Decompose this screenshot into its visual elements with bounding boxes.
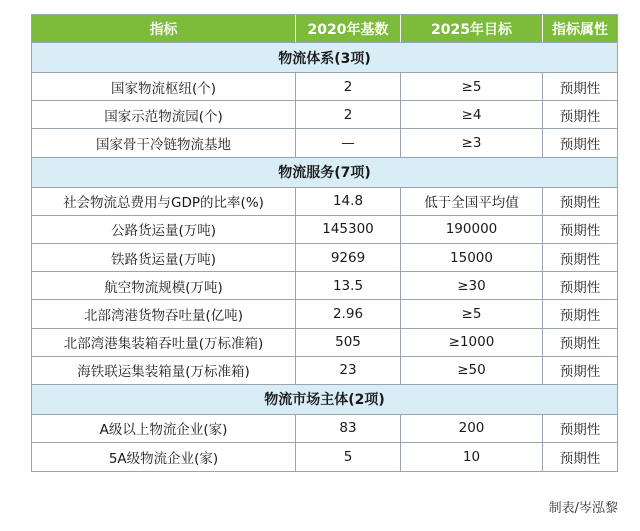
indicator-cell: 海铁联运集装箱量(万标准箱) — [32, 357, 296, 384]
attribute-cell: 预期性 — [559, 364, 601, 381]
attribute-cell: 预期性 — [559, 451, 601, 468]
header-2025-target: 2025年目标 — [401, 15, 543, 42]
base-2020-cell: 145300 — [296, 216, 401, 243]
target-2025-cell: 190000 — [401, 216, 543, 243]
attribute-cell: 预期性 — [559, 80, 601, 97]
section-title: 物流体系(3项) — [278, 50, 371, 67]
attribute-cell: 预期性 — [559, 279, 601, 296]
target-2025-cell: 10 — [401, 443, 543, 471]
indicator-cell: 北部湾港货物吞吐量(亿吨) — [32, 300, 296, 327]
attribute-cell: 预期性 — [559, 136, 601, 153]
table-row — [32, 129, 617, 157]
attribute-cell: 预期性 — [559, 422, 601, 439]
base-2020-cell: 2.96 — [296, 300, 401, 327]
table-row — [32, 415, 617, 443]
attribute-cell: 预期性 — [559, 195, 601, 212]
target-2025-cell: ≥3 — [401, 129, 543, 156]
indicator-cell: 铁路货运量(万吨) — [32, 244, 296, 271]
section-row — [32, 43, 617, 73]
table-row — [32, 73, 617, 101]
base-2020-cell: 5 — [296, 443, 401, 471]
attribute-cell: 预期性 — [559, 336, 601, 353]
target-2025-cell: ≥50 — [401, 357, 543, 384]
table-row — [32, 272, 617, 300]
indicator-cell: 国家示范物流园(个) — [32, 101, 296, 128]
indicator-cell: 社会物流总费用与GDP的比率(%) — [32, 188, 296, 215]
base-2020-cell: 14.8 — [296, 188, 401, 215]
target-2025-cell: 200 — [401, 415, 543, 442]
table-row — [32, 216, 617, 244]
table-row — [32, 443, 617, 471]
target-2025-cell: ≥5 — [401, 73, 543, 100]
table-row — [32, 300, 617, 328]
base-2020-cell: 505 — [296, 329, 401, 356]
base-2020-cell: — — [296, 129, 401, 156]
section-row — [32, 385, 617, 415]
indicator-cell: 5A级物流企业(家) — [32, 443, 296, 471]
indicator-cell: 国家物流枢纽(个) — [32, 73, 296, 100]
target-2025-cell: ≥4 — [401, 101, 543, 128]
section-row — [32, 158, 617, 188]
indicator-cell: 国家骨干冷链物流基地 — [32, 129, 296, 156]
table-row — [32, 188, 617, 216]
indicator-cell: A级以上物流企业(家) — [32, 415, 296, 442]
indicator-cell: 公路货运量(万吨) — [32, 216, 296, 243]
base-2020-cell: 23 — [296, 357, 401, 384]
target-2025-cell: ≥30 — [401, 272, 543, 299]
attribute-cell: 预期性 — [559, 251, 601, 268]
attribute-cell: 预期性 — [559, 223, 601, 240]
indicator-cell: 北部湾港集装箱吞吐量(万标准箱) — [32, 329, 296, 356]
attribute-cell: 预期性 — [559, 307, 601, 324]
section-title: 物流服务(7项) — [278, 165, 371, 182]
target-2025-cell: 低于全国平均值 — [401, 188, 543, 215]
target-2025-cell: ≥1000 — [401, 329, 543, 356]
header-2020-base: 2020年基数 — [296, 15, 401, 42]
table-credit: 制表/岑泓黎 — [548, 501, 618, 516]
indicator-table — [31, 14, 618, 472]
base-2020-cell: 2 — [296, 73, 401, 100]
table-row — [32, 357, 617, 385]
header-attribute: 指标属性 — [552, 21, 608, 38]
table-row — [32, 244, 617, 272]
header-indicator: 指标 — [32, 15, 296, 42]
target-2025-cell: 15000 — [401, 244, 543, 271]
attribute-cell: 预期性 — [559, 108, 601, 125]
section-title: 物流市场主体(2项) — [264, 392, 385, 409]
base-2020-cell: 83 — [296, 415, 401, 442]
base-2020-cell: 2 — [296, 101, 401, 128]
table-row — [32, 101, 617, 129]
table-header-row — [32, 15, 617, 43]
table-row — [32, 329, 617, 357]
target-2025-cell: ≥5 — [401, 300, 543, 327]
base-2020-cell: 9269 — [296, 244, 401, 271]
base-2020-cell: 13.5 — [296, 272, 401, 299]
indicator-cell: 航空物流规模(万吨) — [32, 272, 296, 299]
